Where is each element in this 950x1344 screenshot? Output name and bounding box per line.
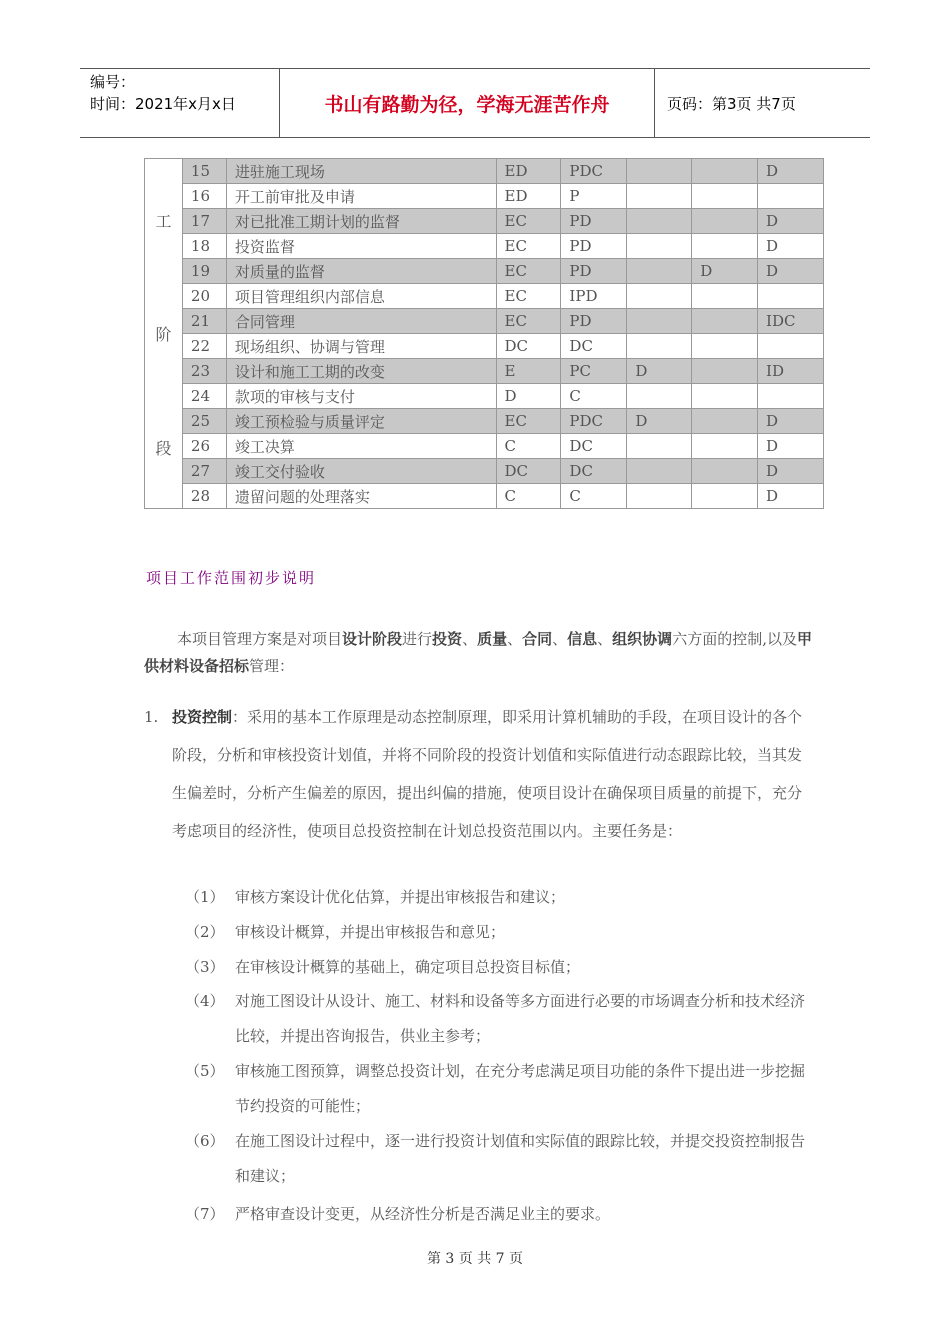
cell-c2: C [561, 384, 627, 409]
cell-task: 合同管理 [226, 309, 496, 334]
table-row [145, 384, 824, 409]
doc-number-label: 编号： [90, 73, 136, 91]
cell-c5: D [758, 259, 824, 284]
cell-c4 [692, 409, 758, 434]
table-row [145, 284, 824, 309]
table-row [145, 359, 824, 384]
page-footer: 第 3 页 共 7 页 [426, 1251, 524, 1267]
investment-control-item [144, 698, 814, 850]
cell-c3 [627, 259, 692, 284]
task-item [185, 1197, 815, 1232]
task-text: 审核方案设计优化估算，并提出审核报告和建议； [235, 888, 566, 906]
cell-c5 [758, 184, 824, 209]
cell-c2: P [561, 184, 627, 209]
table-row [145, 159, 824, 184]
cell-c2: PD [561, 259, 627, 284]
cell-c2: IPD [561, 284, 627, 309]
task-number: （7） [185, 1205, 225, 1223]
table-row [145, 209, 824, 234]
cell-c2: DC [561, 459, 627, 484]
cell-no: 27 [182, 459, 226, 484]
table-row [145, 234, 824, 259]
cell-c1: D [496, 384, 561, 409]
cell-c3 [627, 459, 692, 484]
cell-c2: PDC [561, 159, 627, 184]
cell-task: 竣工交付验收 [226, 459, 496, 484]
cell-c4 [692, 359, 758, 384]
cell-c1: DC [496, 459, 561, 484]
table-row [145, 459, 824, 484]
cell-no: 19 [182, 259, 226, 284]
cell-c1: EC [496, 284, 561, 309]
cell-c3 [627, 484, 692, 509]
table-row [145, 434, 824, 459]
cell-c1: EC [496, 234, 561, 259]
cell-c2: PD [561, 209, 627, 234]
item-number: 1. [144, 708, 159, 726]
table-row [145, 484, 824, 509]
cell-c5 [758, 384, 824, 409]
cell-c4 [692, 184, 758, 209]
cell-no: 21 [182, 309, 226, 334]
cell-no: 23 [182, 359, 226, 384]
doc-time-label: 时间：2021年x月x日 [90, 95, 236, 113]
cell-c4: D [692, 259, 758, 284]
cell-c4 [692, 459, 758, 484]
cell-no: 28 [182, 484, 226, 509]
header-motto: 书山有路勤为径，学海无涯苦作舟 [280, 69, 655, 137]
stage-cell [145, 159, 183, 509]
stage-char: 工 [155, 211, 172, 231]
cell-task: 现场组织、协调与管理 [226, 334, 496, 359]
cell-task: 遗留问题的处理落实 [226, 484, 496, 509]
cell-task: 投资监督 [226, 234, 496, 259]
cell-c2: PD [561, 234, 627, 259]
cell-c2: PD [561, 309, 627, 334]
task-item [185, 915, 815, 950]
cell-task: 竣工预检验与质量评定 [226, 409, 496, 434]
cell-c5: IDC [758, 309, 824, 334]
page-header [80, 68, 870, 138]
cell-c1: ED [496, 159, 561, 184]
cell-task: 设计和施工工期的改变 [226, 359, 496, 384]
table-row [145, 309, 824, 334]
table-row [145, 334, 824, 359]
cell-c5: D [758, 409, 824, 434]
task-item [185, 1054, 815, 1124]
cell-c5: D [758, 484, 824, 509]
cell-c1: E [496, 359, 561, 384]
task-item [185, 950, 815, 985]
cell-task: 开工前审批及申请 [226, 184, 496, 209]
cell-c5 [758, 284, 824, 309]
task-text: 在审核设计概算的基础上，确定项目总投资目标值； [235, 958, 581, 976]
cell-c3 [627, 284, 692, 309]
cell-c3 [627, 234, 692, 259]
table-row [145, 409, 824, 434]
cell-c5 [758, 334, 824, 359]
cell-c4 [692, 334, 758, 359]
cell-c2: DC [561, 334, 627, 359]
cell-no: 20 [182, 284, 226, 309]
section-title: 项目工作范围初步说明 [146, 569, 317, 587]
task-number: （6） [185, 1132, 225, 1150]
stage-char: 阶 [155, 325, 172, 344]
cell-c1: EC [496, 409, 561, 434]
cell-no: 24 [182, 384, 226, 409]
stage-char: 段 [155, 438, 172, 458]
cell-c3: D [627, 359, 692, 384]
cell-c4 [692, 159, 758, 184]
cell-c4 [692, 434, 758, 459]
cell-c1: EC [496, 259, 561, 284]
table-row [145, 259, 824, 284]
cell-task: 对质量的监督 [226, 259, 496, 284]
cell-c4 [692, 284, 758, 309]
cell-c2: C [561, 484, 627, 509]
cell-c4 [692, 484, 758, 509]
item-title: 投资控制 [172, 708, 233, 726]
cell-task: 款项的审核与支付 [226, 384, 496, 409]
cell-c4 [692, 309, 758, 334]
task-item [185, 984, 815, 1054]
task-number: （2） [185, 923, 225, 941]
cell-c5: D [758, 159, 824, 184]
cell-c1: EC [496, 209, 561, 234]
cell-task: 竣工决算 [226, 434, 496, 459]
cell-task: 进驻施工现场 [226, 159, 496, 184]
cell-c3: D [627, 409, 692, 434]
task-text: 在施工图设计过程中，逐一进行投资计划值和实际值的跟踪比较，并提交投资控制报告和建议； [235, 1132, 806, 1185]
table-row [145, 184, 824, 209]
cell-task: 对已批准工期计划的监督 [226, 209, 496, 234]
task-number: （3） [185, 958, 225, 976]
cell-c5: D [758, 209, 824, 234]
cell-no: 15 [182, 159, 226, 184]
cell-no: 17 [182, 209, 226, 234]
cell-no: 18 [182, 234, 226, 259]
task-text: 严格审查设计变更，从经济性分析是否满足业主的要求。 [235, 1205, 611, 1223]
cell-c3 [627, 209, 692, 234]
cell-c2: PC [561, 359, 627, 384]
task-number: （5） [185, 1062, 225, 1080]
cell-c2: PDC [561, 409, 627, 434]
task-item [185, 880, 815, 915]
cell-c5: D [758, 434, 824, 459]
cell-c1: ED [496, 184, 561, 209]
cell-c3 [627, 384, 692, 409]
cell-no: 22 [182, 334, 226, 359]
cell-c2: DC [561, 434, 627, 459]
cell-c5: D [758, 234, 824, 259]
task-number: （4） [185, 992, 225, 1010]
header-meta [80, 69, 280, 137]
cell-c5: D [758, 459, 824, 484]
cell-c1: C [496, 434, 561, 459]
task-text: 对施工图设计从设计、施工、材料和设备等多方面进行必要的市场调查分析和技术经济比较，并提出咨询报告，供业主参考； [235, 992, 806, 1045]
responsibility-table [144, 158, 824, 509]
cell-task: 项目管理组织内部信息 [226, 284, 496, 309]
cell-c3 [627, 309, 692, 334]
task-item [185, 1124, 815, 1194]
cell-c4 [692, 209, 758, 234]
item-text: ：采用的基本工作原理是动态控制原理，即采用计算机辅助的手段，在项目设计的各个阶段，分析和审核投资计划值，并将不同阶段的投资计划值和实际值进行动态跟踪比较，当其发生偏差时，分析产生偏差的原因，提出纠偏的措施，使项目设计在确保项目质量的前提下，充分考虑项目的经济性，使项目总投资控制在计划总投资范围以内。主要任务是： [172, 708, 803, 840]
cell-c3 [627, 184, 692, 209]
header-page-label: 页码：第3页 共7页 [667, 94, 796, 113]
cell-no: 16 [182, 184, 226, 209]
cell-c5: ID [758, 359, 824, 384]
cell-c1: C [496, 484, 561, 509]
cell-c3 [627, 159, 692, 184]
cell-no: 25 [182, 409, 226, 434]
task-number: （1） [185, 888, 225, 906]
cell-c1: DC [496, 334, 561, 359]
cell-c3 [627, 334, 692, 359]
intro-paragraph: 本项目管理方案是对项目设计阶段进行投资、质量、合同、信息、组织协调六方面的控制,以及甲供材料设备招标管理： [144, 630, 812, 675]
cell-c4 [692, 384, 758, 409]
cell-c1: EC [496, 309, 561, 334]
cell-no: 26 [182, 434, 226, 459]
cell-c3 [627, 434, 692, 459]
cell-c4 [692, 234, 758, 259]
task-text: 审核施工图预算，调整总投资计划，在充分考虑满足项目功能的条件下提出进一步挖掘节约投资的可能性； [235, 1062, 806, 1115]
task-text: 审核设计概算，并提出审核报告和意见； [235, 923, 506, 941]
